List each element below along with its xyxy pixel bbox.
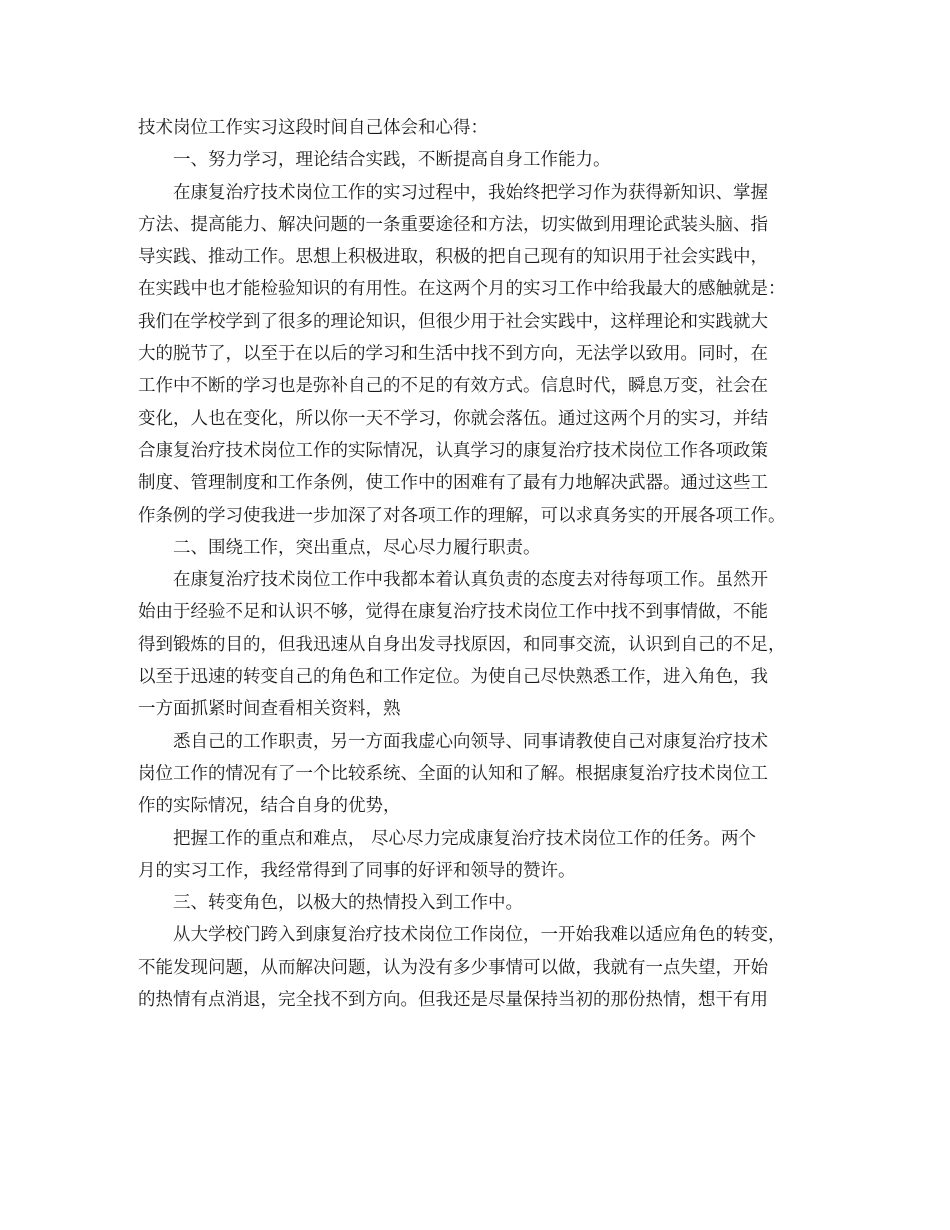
document-body	[138, 112, 828, 1016]
text-line: 工作中不断的学习也是弥补自己的不足的有效方式。信息时代，瞬息万变，社会在	[138, 376, 768, 397]
text-line: 三、转变角色，以极大的热情投入到工作中。	[173, 893, 523, 914]
text-line: 不能发现问题，从而解决问题，认为没有多少事情可以做，我就有一点失望，开始	[138, 957, 768, 978]
text-line: 一、努力学习，理论结合实践，不断提高自身工作能力。	[173, 150, 611, 171]
text-line: 方法、提高能力、解决问题的一条重要途径和方法，切实做到用理论武装头脑、指	[138, 214, 768, 235]
text-line: 二、围绕工作，突出重点，尽心尽力履行职责。	[173, 537, 541, 558]
text-line: 岗位工作的情况有了一个比较系统、全面的认知和了解。根据康复治疗技术岗位工	[138, 763, 768, 784]
text-line: 变化，人也在变化，所以你一天不学习，你就会落伍。通过这两个月的实习，并结	[138, 408, 768, 429]
text-line: 得到锻炼的目的，但我迅速从自身出发寻找原因，和同事交流，认识到自己的不足，	[138, 634, 786, 655]
text-line: 我们在学校学到了很多的理论知识，但很少用于社会实践中，这样理论和实践就大	[138, 311, 768, 332]
text-line: 大的脱节了，以至于在以后的学习和生活中找不到方向，无法学以致用。同时，在	[138, 344, 768, 365]
text-line: 导实践、推动工作。思想上积极进取，积极的把自己现有的知识用于社会实践中，	[138, 247, 768, 268]
text-line: 一方面抓紧时间查看相关资料，熟	[138, 699, 401, 720]
text-line: 以至于迅速的转变自己的角色和工作定位。为使自己尽快熟悉工作，进入角色，我	[138, 667, 768, 688]
text-line: 制度、管理制度和工作条例，使工作中的困难有了最有力地解决武器。通过这些工	[138, 473, 768, 494]
text-line: 在康复治疗技术岗位工作的实习过程中，我始终把学习作为获得新知识、掌握	[173, 182, 768, 203]
text-line: 的热情有点消退，完全找不到方向。但我还是尽量保持当初的那份热情，想干有用	[138, 990, 768, 1011]
text-line: 月的实习工作，我经常得到了同事的好评和领导的赞许。	[138, 860, 576, 881]
text-line: 技术岗位工作实习这段时间自己体会和心得：	[138, 118, 488, 138]
text-line: 合康复治疗技术岗位工作的实际情况，认真学习的康复治疗技术岗位工作各项政策	[138, 440, 768, 461]
text-line: 在康复治疗技术岗位工作中我都本着认真负责的态度去对待每项工作。虽然开	[173, 570, 768, 591]
text-line: 在实践中也才能检验知识的有用性。在这两个月的实习工作中给我最大的感触就是：	[138, 279, 786, 300]
text-line: 从大学校门跨入到康复治疗技术岗位工作岗位，一开始我难以适应角色的转变，	[173, 925, 786, 946]
text-line: 悉自己的工作职责，另一方面我虚心向领导、同事请教使自己对康复治疗技术	[173, 731, 768, 752]
text-line: 作的实际情况，结合自身的优势，	[138, 796, 401, 817]
text-line: 把握工作的重点和难点， 尽心尽力完成康复治疗技术岗位工作的任务。两个	[173, 828, 757, 849]
text-line: 始由于经验不足和认识不够，觉得在康复治疗技术岗位工作中找不到事情做，不能	[138, 602, 768, 623]
text-line: 作条例的学习使我进一步加深了对各项工作的理解，可以求真务实的开展各项工作。	[138, 505, 786, 526]
